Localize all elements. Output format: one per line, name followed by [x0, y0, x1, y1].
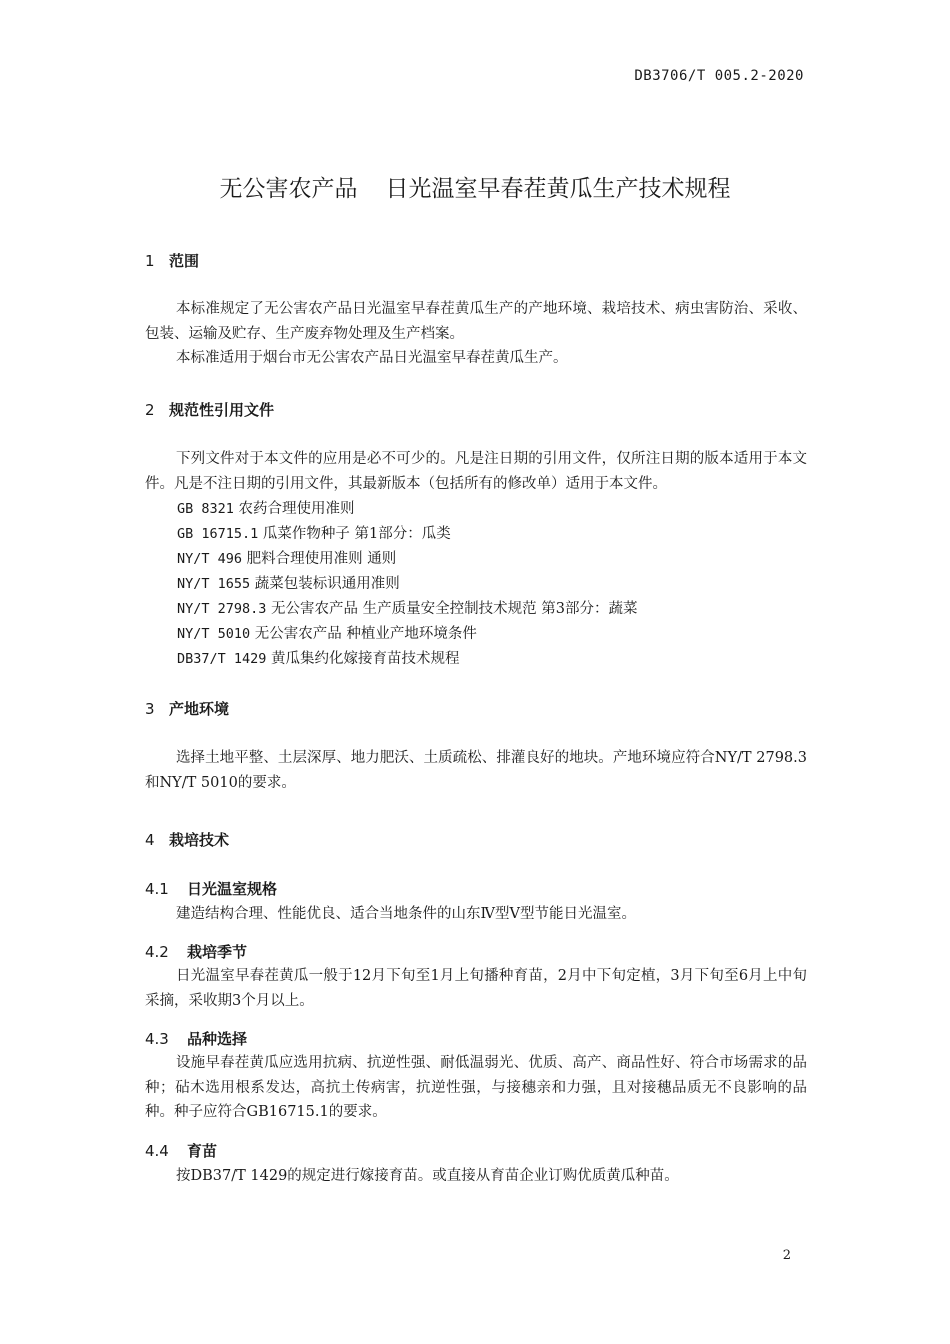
subsection-title: 品种选择: [187, 1030, 248, 1048]
section-1-paragraph-2: 本标准适用于烟台市无公害农产品日光温室早春茬黄瓜生产。: [176, 350, 568, 366]
section-3-heading: [145, 698, 229, 719]
reference-code: NY/T 2798.3: [177, 601, 267, 617]
reference-item: [177, 572, 400, 593]
title-part-1: 无公害农产品: [219, 176, 358, 202]
section-3-paragraph-1: 选择土地平整、土层深厚、地力肥沃、土质疏松、排灌良好的地块。产地环境应符合NY/T 2798.3和NY/T 5010的要求。: [145, 750, 807, 791]
reference-code: NY/T 5010: [177, 626, 251, 642]
section-number: 1: [145, 252, 155, 270]
document-number: DB3706/T 005.2-2020: [634, 68, 804, 84]
subsection-4-2-heading: [145, 941, 247, 962]
reference-code: DB37/T 1429: [177, 651, 267, 667]
reference-item: [177, 497, 355, 518]
section-2-heading: [145, 399, 274, 420]
subsection-title: 育苗: [187, 1142, 218, 1160]
title-part-2: 日光温室早春茬黄瓜生产技术规程: [385, 176, 731, 202]
subsection-title: 日光温室规格: [187, 880, 278, 898]
subsection-4-3-heading: [145, 1028, 247, 1049]
reference-item: [177, 597, 637, 618]
reference-item: [177, 522, 451, 543]
section-number: 3: [145, 700, 155, 718]
reference-item: [177, 647, 460, 668]
reference-title: 黄瓜集约化嫁接育苗技术规程: [271, 651, 460, 667]
reference-item: [177, 547, 396, 568]
reference-code: GB 8321: [177, 501, 234, 517]
subsection-number: 4.3: [145, 1030, 169, 1048]
section-title: 规范性引用文件: [169, 401, 275, 419]
subsection-4-1-heading: [145, 878, 277, 899]
subsection-4-3-paragraph: 设施早春茬黄瓜应选用抗病、抗逆性强、耐低温弱光、优质、高产、商品性好、符合市场需求的品种；砧木选用根系发达，高抗土传病害，抗逆性强，与接穗亲和力强，且对接穗品质无不良影响的品种。种子应符合GB16715.1的要求。: [145, 1055, 807, 1120]
subsection-4-1-paragraph: 建造结构合理、性能优良、适合当地条件的山东Ⅳ型Ⅴ型节能日光温室。: [176, 906, 636, 922]
reference-item: [177, 622, 477, 643]
section-4-heading: [145, 829, 229, 850]
reference-title: 无公害农产品 生产质量安全控制技术规范 第3部分：蔬菜: [271, 601, 638, 617]
page-number: 2: [782, 1248, 791, 1263]
reference-code: NY/T 496: [177, 551, 243, 567]
section-title: 栽培技术: [169, 831, 230, 849]
subsection-4-4-heading: [145, 1140, 217, 1161]
section-1-paragraph-1: 本标准规定了无公害农产品日光温室早春茬黄瓜生产的产地环境、栽培技术、病虫害防治、采收、包装、运输及贮存、生产废弃物处理及生产档案。: [145, 301, 807, 342]
reference-title: 肥料合理使用准则 通则: [246, 551, 397, 567]
section-1-heading: [145, 250, 199, 271]
subsection-number: 4.4: [145, 1142, 169, 1160]
reference-title: 无公害农产品 种植业产地环境条件: [254, 626, 477, 642]
section-number: 2: [145, 401, 155, 419]
reference-title: 瓜菜作物种子 第1部分：瓜类: [262, 526, 451, 542]
section-number: 4: [145, 831, 155, 849]
section-2-paragraph-1: 下列文件对于本文件的应用是必不可少的。凡是注日期的引用文件，仅所注日期的版本适用于本文件。凡是不注日期的引用文件，其最新版本（包括所有的修改单）适用于本文件。: [145, 451, 807, 492]
reference-code: GB 16715.1: [177, 526, 259, 542]
subsection-number: 4.2: [145, 943, 169, 961]
reference-code: NY/T 1655: [177, 576, 251, 592]
subsection-4-2-paragraph: 日光温室早春茬黄瓜一般于12月下旬至1月上旬播种育苗，2月中下旬定植，3月下旬至6月上中旬采摘，采收期3个月以上。: [145, 968, 807, 1009]
reference-title: 蔬菜包装标识通用准则: [254, 576, 400, 592]
subsection-4-4-paragraph: 按DB37/T 1429的规定进行嫁接育苗。或直接从育苗企业订购优质黄瓜种苗。: [176, 1168, 679, 1184]
subsection-number: 4.1: [145, 880, 169, 898]
page-title: [0, 170, 950, 203]
reference-title: 农药合理使用准则: [238, 501, 355, 517]
subsection-title: 栽培季节: [187, 943, 248, 961]
section-title: 范围: [169, 252, 200, 270]
section-title: 产地环境: [169, 700, 230, 718]
